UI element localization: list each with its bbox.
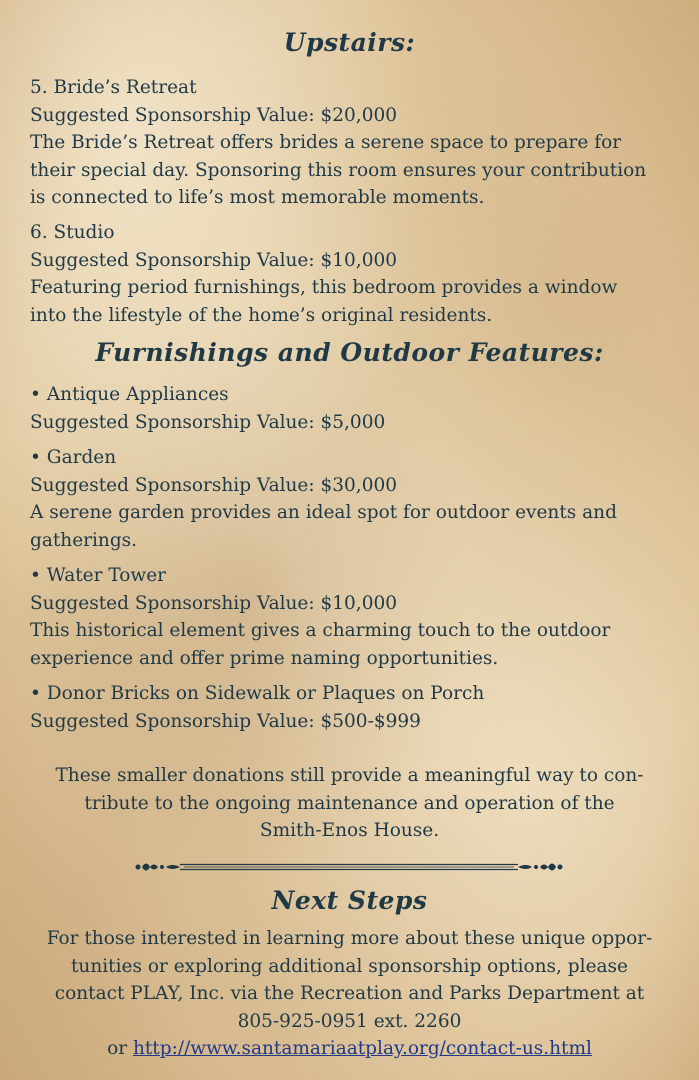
next-steps-heading: Next Steps xyxy=(271,886,428,915)
next-steps-line: contact PLAY, Inc. via the Recreation and Parks Department at xyxy=(54,983,645,1004)
next-steps-line: For those interested in learning more about these unique oppor- xyxy=(46,928,653,949)
ornamental-divider-icon xyxy=(132,852,566,882)
item-value: Suggested Sponsorship Value: $30,000 xyxy=(30,474,398,496)
upstairs-heading: Upstairs: xyxy=(283,28,416,57)
furnishings-heading: Furnishings and Outdoor Features: xyxy=(95,338,604,367)
item-desc-line: is connected to life’s most memorable moments. xyxy=(30,187,485,208)
item-title: 5. Bride’s Retreat xyxy=(30,77,197,98)
next-steps-line: tunities or exploring additional sponsorship options, please xyxy=(71,955,628,977)
contact-us-link[interactable]: http://www.santamariaatplay.org/contact-us.html xyxy=(132,1038,592,1059)
next-steps-line: 805-925-0951 ext. 2260 xyxy=(237,1010,462,1032)
item-title: • Donor Bricks on Sidewalk or Plaques on Porch xyxy=(30,683,485,704)
item-title: • Antique Appliances xyxy=(30,384,229,405)
item-desc-line: their special day. Sponsoring this room ensures your contribution xyxy=(30,159,647,181)
closing-line: tribute to the ongoing maintenance and operation of the xyxy=(84,792,615,814)
item-garden xyxy=(30,444,670,554)
item-value: Suggested Sponsorship Value: $500-$999 xyxy=(30,710,421,732)
closing-line: These smaller donations still provide a meaningful way to con- xyxy=(55,765,644,786)
item-title: • Water Tower xyxy=(30,565,167,586)
item-antique-appliances xyxy=(30,381,670,436)
item-studio xyxy=(30,219,670,329)
item-value: Suggested Sponsorship Value: $5,000 xyxy=(30,411,386,433)
item-title: • Garden xyxy=(30,447,117,468)
item-value: Suggested Sponsorship Value: $10,000 xyxy=(30,592,398,614)
item-donor-bricks xyxy=(30,680,670,735)
item-value: Suggested Sponsorship Value: $10,000 xyxy=(30,249,398,271)
closing-paragraph xyxy=(20,762,679,845)
link-prefix: or xyxy=(107,1038,133,1059)
item-brides-retreat xyxy=(30,74,670,212)
item-desc-line: into the lifestyle of the home’s original residents. xyxy=(30,304,493,326)
item-desc-line: experience and offer prime naming opportunities. xyxy=(30,647,499,669)
item-desc-line: A serene garden provides an ideal spot for outdoor events and xyxy=(30,502,617,523)
next-steps-paragraph xyxy=(20,925,679,1063)
item-water-tower xyxy=(30,562,670,672)
item-desc-line: This historical element gives a charming touch to the outdoor xyxy=(30,620,611,641)
closing-line: Smith-Enos House. xyxy=(259,820,440,841)
item-title: 6. Studio xyxy=(30,222,115,243)
contact-link-line xyxy=(20,1035,679,1063)
item-desc-line: Featuring period furnishings, this bedroom provides a window xyxy=(30,277,618,298)
item-desc-line: The Bride’s Retreat offers brides a serene space to prepare for xyxy=(30,132,622,153)
item-value: Suggested Sponsorship Value: $20,000 xyxy=(30,104,398,126)
item-desc-line: gatherings. xyxy=(30,529,138,551)
